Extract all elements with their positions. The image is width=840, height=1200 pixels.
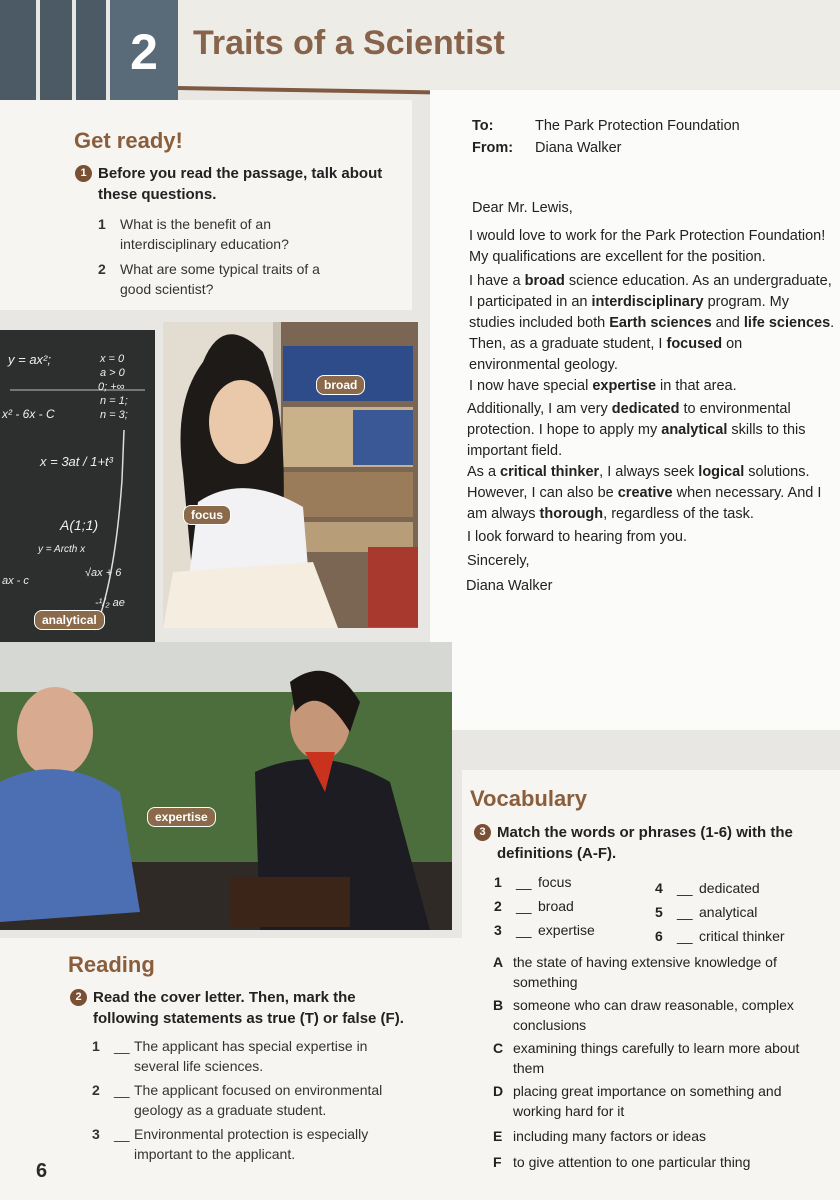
item-number: 1 bbox=[98, 216, 106, 232]
letter-paragraph-3 bbox=[467, 399, 831, 525]
definition-row bbox=[493, 1038, 823, 1078]
keyword: thorough bbox=[539, 506, 604, 522]
answer-blank[interactable]: __ bbox=[114, 1082, 130, 1098]
vocab-word bbox=[494, 896, 574, 916]
statement-number: 3 bbox=[92, 1126, 100, 1142]
statement-number: 1 bbox=[92, 1038, 100, 1054]
definition-letter: A bbox=[493, 954, 504, 970]
keyword: dedicated bbox=[611, 401, 680, 417]
answer-blank[interactable]: __ bbox=[516, 898, 532, 914]
list-item bbox=[98, 259, 338, 299]
text-run: and bbox=[711, 315, 744, 331]
text-run: . Then, as a graduate student, I bbox=[469, 315, 835, 352]
text-run: to environmental protection. I hope to apply my bbox=[467, 401, 791, 438]
student-reading-photo bbox=[163, 322, 418, 628]
word-text: expertise bbox=[538, 922, 595, 938]
get-ready-heading: Get ready! bbox=[74, 128, 183, 153]
definition-row bbox=[493, 995, 823, 1035]
definition-letter: D bbox=[493, 1083, 504, 1099]
definition-text: the state of having extensive knowledge of something bbox=[513, 954, 777, 990]
text-run: program. My studies included both bbox=[469, 294, 789, 331]
to-value: The Park Protection Foundation bbox=[535, 118, 740, 134]
photo-label-broad: broad bbox=[316, 375, 365, 395]
question-number-icon: 3 bbox=[474, 824, 491, 841]
answer-blank[interactable]: __ bbox=[677, 904, 693, 920]
keyword: critical thinker bbox=[500, 464, 600, 480]
blackboard-formulas bbox=[0, 330, 155, 648]
statement-row bbox=[92, 1036, 392, 1076]
vocab-word bbox=[494, 920, 595, 940]
formula: x = 0 bbox=[100, 353, 125, 365]
statement-text: Environmental protection is especially important to the applicant. bbox=[134, 1126, 369, 1162]
photo-label-analytical: analytical bbox=[34, 610, 105, 630]
item-number: 2 bbox=[98, 261, 106, 277]
definition-letter: B bbox=[493, 997, 504, 1013]
letter-paragraph-2 bbox=[469, 271, 837, 397]
unit-title: Traits of a Scientist bbox=[193, 24, 505, 62]
blackboard-photo bbox=[0, 330, 155, 648]
unit-number: 2 bbox=[110, 0, 178, 112]
keyword: life sciences bbox=[743, 315, 831, 331]
text-run: when necessary. And I am always bbox=[467, 485, 822, 522]
statement-text: The applicant focused on environmental geology as a graduate student. bbox=[134, 1082, 383, 1118]
header-stripe bbox=[76, 0, 106, 112]
reading-heading: Reading bbox=[68, 952, 155, 977]
vocabulary-heading: Vocabulary bbox=[470, 786, 587, 811]
from-value: Diana Walker bbox=[535, 140, 622, 156]
text-run: , I always seek bbox=[599, 464, 699, 480]
word-text: analytical bbox=[699, 904, 758, 920]
letter-paragraph-4: I look forward to hearing from you. bbox=[467, 529, 688, 545]
word-number: 6 bbox=[655, 928, 663, 944]
definition-letter: F bbox=[493, 1154, 502, 1170]
keyword: interdisciplinary bbox=[591, 294, 704, 310]
answer-blank[interactable]: __ bbox=[516, 922, 532, 938]
text-run: I have a bbox=[469, 273, 525, 289]
letter-greeting: Dear Mr. Lewis, bbox=[472, 200, 573, 216]
definition-letter: E bbox=[493, 1128, 503, 1144]
keyword: analytical bbox=[661, 422, 728, 438]
reading-instruction bbox=[70, 987, 420, 1029]
definition-row bbox=[493, 1081, 823, 1121]
question-number-icon: 2 bbox=[70, 989, 87, 1006]
item-text: What are some typical traits of a good scientist? bbox=[120, 261, 320, 297]
answer-blank[interactable]: __ bbox=[677, 880, 693, 896]
word-number: 5 bbox=[655, 904, 663, 920]
answer-blank[interactable]: __ bbox=[114, 1038, 130, 1054]
statement-text: The applicant has special expertise in several life sciences. bbox=[134, 1038, 368, 1074]
formula: y = ax²; bbox=[8, 352, 51, 367]
statement-number: 2 bbox=[92, 1082, 100, 1098]
definition-text: examining things carefully to learn more about them bbox=[513, 1040, 800, 1076]
get-ready-instruction bbox=[75, 163, 395, 205]
definition-row bbox=[493, 1152, 823, 1172]
question-number-icon: 1 bbox=[75, 165, 92, 182]
word-text: focus bbox=[538, 874, 572, 890]
keyword: creative bbox=[617, 485, 673, 501]
definition-row bbox=[493, 952, 823, 992]
photo-label-focus: focus bbox=[183, 505, 231, 525]
instruction-text: Read the cover letter. Then, mark the following statements as true (T) or false (F). bbox=[93, 989, 404, 1027]
answer-blank[interactable]: __ bbox=[114, 1126, 130, 1142]
formula: n = 3; bbox=[100, 409, 128, 421]
letter-to bbox=[472, 116, 740, 137]
text-run: solutions. However, I can also be bbox=[467, 464, 810, 501]
word-text: broad bbox=[538, 898, 574, 914]
text-run: , regardless of the task. bbox=[603, 506, 754, 522]
formula: ax - c bbox=[2, 575, 29, 587]
keyword: logical bbox=[698, 464, 745, 480]
formula: -¹/₂ ae bbox=[95, 597, 125, 609]
vocab-word bbox=[655, 902, 757, 922]
definition-row bbox=[493, 1126, 823, 1146]
keyword: focused bbox=[666, 336, 723, 352]
text-run: on environmental geology. bbox=[469, 336, 743, 373]
word-number: 1 bbox=[494, 874, 502, 890]
formula: √ax + 6 bbox=[85, 567, 122, 579]
photo-label-expertise: expertise bbox=[147, 807, 216, 827]
from-label: From: bbox=[472, 140, 514, 156]
keyword: broad bbox=[524, 273, 565, 289]
library-scene bbox=[163, 322, 418, 628]
definition-letter: C bbox=[493, 1040, 504, 1056]
statement-row bbox=[92, 1124, 392, 1164]
text-run: I now have special bbox=[469, 378, 593, 394]
answer-blank[interactable]: __ bbox=[516, 874, 532, 890]
list-item bbox=[98, 214, 328, 254]
formula: x² - 6x - C bbox=[2, 407, 55, 421]
keyword: Earth sciences bbox=[609, 315, 712, 331]
letter-signature: Diana Walker bbox=[466, 578, 553, 594]
formula: A(1;1) bbox=[60, 517, 99, 533]
item-text: What is the benefit of an interdisciplinary education? bbox=[120, 216, 289, 252]
formula: 0; +∞ bbox=[98, 381, 125, 393]
instruction-text: Match the words or phrases (1-6) with the definitions (A-F). bbox=[497, 824, 793, 862]
text-run: skills to this important field. bbox=[467, 422, 806, 459]
vocab-word bbox=[494, 872, 571, 892]
text-run: science education. As an undergraduate, I participated in an bbox=[469, 273, 832, 310]
letter-from bbox=[472, 138, 622, 159]
formula: y = Arcth x bbox=[38, 544, 86, 555]
keyword: expertise bbox=[592, 378, 657, 394]
meeting-scene bbox=[0, 642, 452, 930]
header-stripe bbox=[40, 0, 72, 112]
answer-blank[interactable]: __ bbox=[677, 928, 693, 944]
word-number: 4 bbox=[655, 880, 663, 896]
vocab-word bbox=[655, 878, 760, 898]
vocabulary-instruction bbox=[474, 822, 824, 864]
page-number: 6 bbox=[36, 1160, 48, 1182]
statement-row bbox=[92, 1080, 392, 1120]
word-text: dedicated bbox=[699, 880, 760, 896]
header-stripe bbox=[0, 0, 36, 112]
meeting-photo bbox=[0, 642, 452, 930]
text-run: in that area. bbox=[656, 378, 737, 394]
letter-paragraph-1: I would love to work for the Park Protection Foundation! My qualifications are excellent for the position. bbox=[469, 228, 826, 265]
text-run: Additionally, I am very bbox=[467, 401, 612, 417]
word-text: critical thinker bbox=[699, 928, 785, 944]
word-number: 2 bbox=[494, 898, 502, 914]
word-number: 3 bbox=[494, 922, 502, 938]
instruction-text: Before you read the passage, talk about these questions. bbox=[98, 165, 383, 203]
to-label: To: bbox=[472, 118, 494, 134]
vocab-word bbox=[655, 926, 785, 946]
formula: x = 3at / 1+t³ bbox=[40, 454, 113, 469]
definition-text: including many factors or ideas bbox=[513, 1128, 706, 1144]
formula: a > 0 bbox=[100, 367, 125, 379]
formula: n = 1; bbox=[100, 395, 128, 407]
letter-closing: Sincerely, bbox=[467, 553, 530, 569]
definition-text: someone who can draw reasonable, complex conclusions bbox=[513, 997, 794, 1033]
definition-text: to give attention to one particular thing bbox=[513, 1154, 751, 1170]
definition-text: placing great importance on something and working hard for it bbox=[513, 1083, 782, 1119]
text-run: As a bbox=[467, 464, 501, 480]
